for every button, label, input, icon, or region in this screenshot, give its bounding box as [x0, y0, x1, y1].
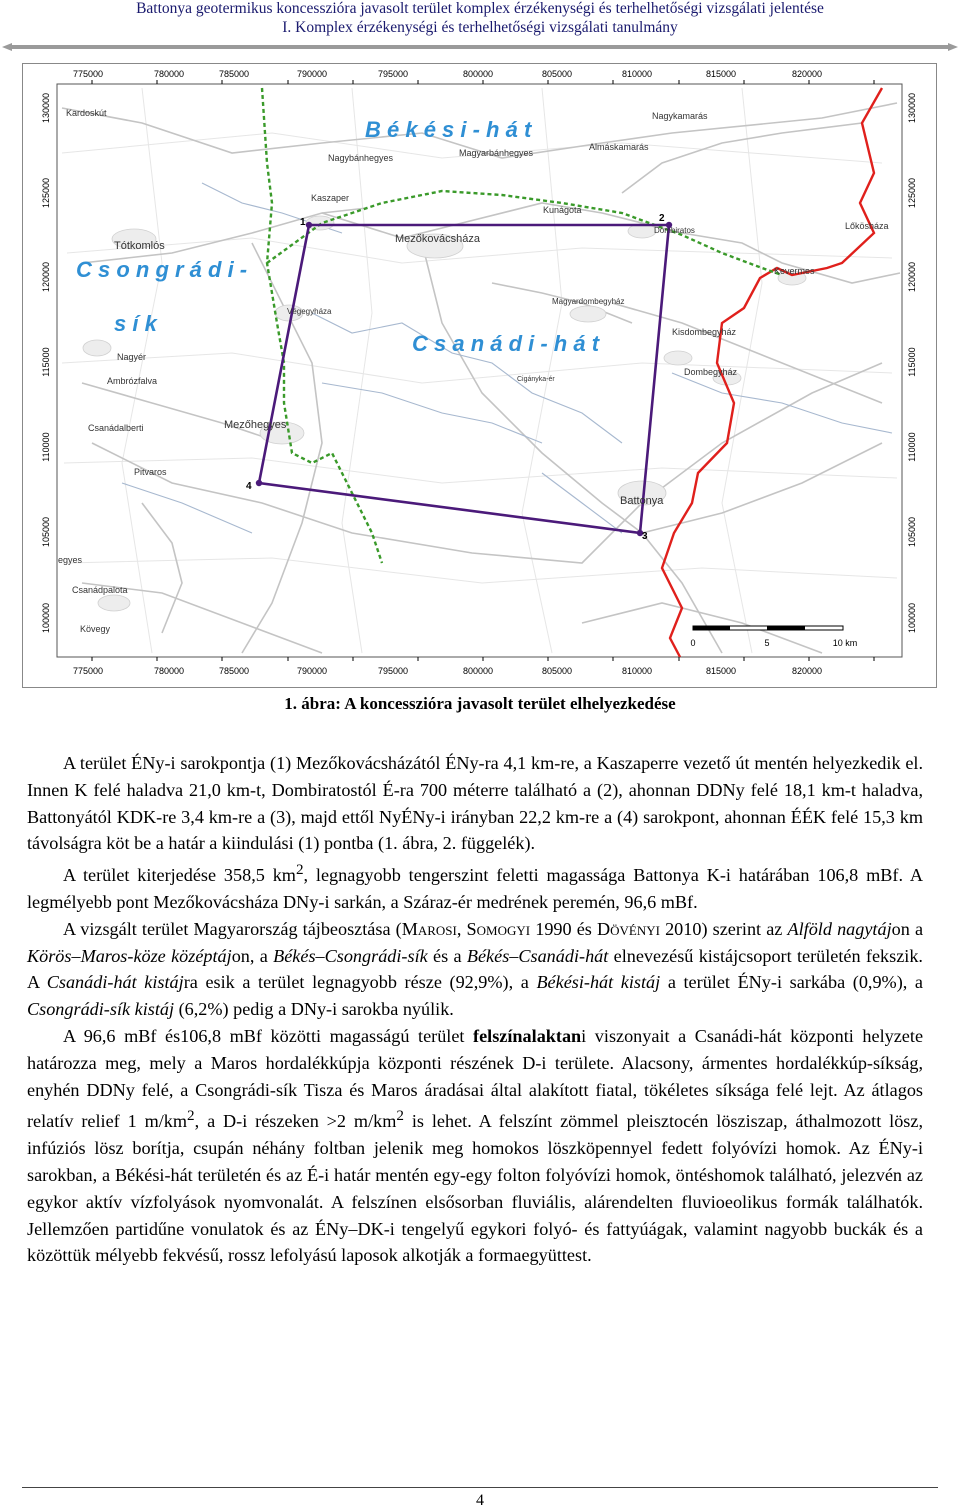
place-dombegyhaz: Dombegyház [684, 367, 738, 377]
p3-term-bekes-csanadi: Békés–Csanádi-hát [466, 945, 609, 966]
p4-text-d: is lehet. A felszínt zömmel pleisztocén lösziszap, áthalmozott lösz, infúziós lösz borítja, csupán néhány foltban jelenik meg homokos löszköpennyel fedett folyóvízi homok. Az ÉNy-i sarokban, a Békési-hát területén és az É-i határ mentén egy-egy folton folyóvízi homok, öntéshomok található, jelezvén az egykor aktív vízfolyások nyomvonalát. A felszínen elsősorban fluviális, alárendelten fluvioeolikus formák találhatók. Jellemzően partidűne vonulatok és az ÉNy–DK-i tengelyű egykori folyó- és fattyúágak, valamint nagyobb buckák és a közöttük mélyebb fekvésű, rossz lefolyású laposok alkotják a formaegyüttest. [27, 1111, 923, 1266]
y-tick-right-2: 125000 [907, 177, 917, 209]
place-egyes: egyes [58, 555, 83, 565]
y-tick-right-1: 130000 [907, 92, 917, 124]
p2-text-a: A terület kiterjedése 358,5 km [63, 865, 296, 886]
x-tick-bottom-3: 785000 [218, 666, 250, 676]
p3-author-dovenyi: Dövényi [597, 918, 660, 939]
x-tick-top-10: 820000 [791, 69, 823, 79]
x-tick-bottom-8: 810000 [621, 666, 653, 676]
x-tick-top-6: 800000 [462, 69, 494, 79]
p3-term-csanadi-kistaj: Csanádi-hát kistáj [46, 972, 184, 993]
paragraph-2 [27, 857, 923, 916]
p4-text-c: , a D-i részeken >2 m/km [194, 1111, 397, 1132]
p3-text-d: on, a [231, 945, 274, 966]
paragraph-4 [27, 1023, 923, 1269]
place-kevermes: Kevermes [774, 266, 815, 276]
place-mezohegyes: Mezőhegyes [224, 419, 287, 431]
place-nagyer: Nagyér [117, 352, 147, 362]
p4-term-felszinalaktan: felszínalaktan [473, 1026, 582, 1047]
y-tick-left-5: 110000 [41, 432, 51, 462]
x-tick-bottom-7: 805000 [541, 666, 573, 676]
x-tick-bottom-4: 790000 [296, 666, 328, 676]
place-kunagota: Kunágota [543, 205, 582, 215]
p3-text-mid: 1990 és [530, 918, 597, 939]
y-tick-right-6: 105000 [907, 516, 917, 548]
y-tick-right-3: 120000 [907, 261, 917, 293]
x-tick-top-9: 815000 [705, 69, 737, 79]
place-nagybanhegyes: Nagybánhegyes [328, 153, 394, 163]
place-almaskamaras: Almáskamarás [589, 142, 649, 152]
body-text [27, 750, 923, 1269]
y-tick-left-1: 130000 [41, 92, 51, 124]
place-csanadalberti: Csanádalberti [88, 423, 144, 433]
x-tick-top-5: 795000 [377, 69, 409, 79]
x-tick-top-4: 790000 [296, 69, 328, 79]
x-tick-bottom-9: 815000 [705, 666, 737, 676]
region-label-csongradi: C s o n g r á d i - [76, 257, 248, 282]
place-mezokovacshaza: Mezőkovácsháza [395, 233, 480, 245]
footer-divider [22, 1487, 938, 1488]
page-number: 4 [476, 1492, 484, 1509]
x-tick-bottom-10: 820000 [791, 666, 823, 676]
place-kaszaper: Kaszaper [311, 193, 350, 203]
corner-label-1: 1 [300, 217, 306, 228]
y-tick-left-2: 125000 [41, 177, 51, 209]
p3-term-bekesi-kistaj: Békési-hát kistáj [536, 972, 661, 993]
place-csanadpalota: Csanádpalota [72, 585, 128, 595]
region-label-csanadi-hat: C s a n á d i - h á t [412, 331, 600, 356]
place-nagykamaras: Nagykamarás [652, 111, 708, 121]
header-section-title: I. Komplex érzékenységi és terhelhetőségi vizsgálati tanulmány [282, 19, 678, 36]
place-ambrozfalva: Ambrózfalva [107, 376, 158, 386]
place-magyarbanhegyes: Magyarbánhegyes [459, 148, 534, 158]
place-ciganyka-er: Cigányka-ér [517, 376, 555, 383]
p3-text-f: elnevezésű kistájcsoport területén fekszik. A [27, 945, 923, 993]
region-label-sik: s í k [114, 311, 157, 336]
y-tick-left-6: 105000 [41, 516, 51, 548]
x-tick-bottom-6: 800000 [462, 666, 494, 676]
corner-label-3: 3 [642, 531, 648, 542]
scale-label-zero: 0 [690, 638, 696, 648]
place-vegegyhaza: Végegyháza [287, 307, 332, 316]
figure-caption: 1. ábra: A koncesszióra javasolt terület elhelyezkedése [284, 694, 676, 713]
p4-superscript-2: 2 [396, 1107, 404, 1125]
p3-text-e: és a [427, 945, 467, 966]
p3-term-koros-maros: Körös–Maros-köze középtáj [27, 945, 232, 966]
p3-text-i: (6,2%) pedig a DNy-i sarokba nyúlik. [174, 999, 454, 1020]
place-kovegy: Kövegy [80, 624, 111, 634]
p3-term-alfold: Alföld nagytáj [787, 918, 892, 939]
place-dombiratos: Dombiratos [654, 226, 695, 235]
p3-comma: , [456, 918, 467, 939]
p3-text-g: ra esik a terület legnagyobb része (92,9%), a [183, 972, 537, 993]
p2-text-b: , legnagyobb tengerszint feletti magassága Battonya K-i határában 106,8 mBf. A legmélyebb pont Mezőkovácsháza DNy-i sarkán, a Száraz-ér medrének peremén, 96,6 mBf. [27, 865, 923, 913]
p2-superscript: 2 [295, 861, 304, 879]
y-tick-left-7: 100000 [41, 602, 51, 634]
x-tick-bottom-1: 775000 [72, 666, 104, 676]
header-divider [0, 40, 960, 54]
p3-term-bekes-csongradi: Békés–Csongrádi-sík [273, 945, 428, 966]
p4-text-a: A 96,6 mBf és106,8 mBf közötti magasságú terület [63, 1026, 474, 1047]
region-label-bekesi-hat: B é k é s i - h á t [365, 117, 532, 142]
x-tick-top-7: 805000 [541, 69, 573, 79]
p3-author-somogyi: Somogyi [466, 918, 531, 939]
p4-superscript-1: 2 [187, 1107, 195, 1125]
y-tick-left-3: 120000 [41, 261, 51, 293]
place-kisdombegyhaz: Kisdombegyház [672, 327, 737, 337]
x-tick-top-1: 775000 [72, 69, 104, 79]
x-tick-top-3: 785000 [218, 69, 250, 79]
place-battonya: Battonya [620, 495, 664, 507]
paragraph-1: A terület ÉNy-i sarokpontja (1) Mezőkovácsházától ÉNy-ra 4,1 km-re, a Kaszaperre vezető út mentén helyezkedik el. Innen K felé haladva 21,0 km-t, Dombiratostól É-ra 700 méterre található a (2), ahonnan DDNy felé 18,1 km-t haladva, Battonyától KDK-re 3,4 km-re a (3), majd ettől NyÉNy-i irányban 22,2 km-re a (4) sarokpont, ahonnan ÉÉK felé 15,3 km távolságra köt be a határ a kiindulási (1) pontba (1. ábra, 2. függelék). [27, 753, 923, 854]
place-pitvaros: Pitvaros [134, 467, 167, 477]
location-map [22, 63, 937, 688]
place-magyardombegyhaz: Magyardombegyház [552, 297, 625, 306]
scale-label-mid: 5 [764, 638, 770, 648]
corner-label-4: 4 [246, 481, 252, 492]
corner-label-2: 2 [659, 213, 665, 224]
p3-text-c: on a [891, 918, 924, 939]
scale-label-end: 10 km [832, 638, 858, 648]
y-tick-right-7: 100000 [907, 602, 917, 634]
place-kardoskut: Kardoskút [66, 108, 107, 118]
y-tick-right-4: 115000 [907, 347, 917, 377]
y-tick-right-5: 110000 [907, 432, 917, 462]
p3-text-b: 2010) szerint az [659, 918, 788, 939]
x-tick-bottom-5: 795000 [377, 666, 409, 676]
p3-text-h: a terület ÉNy-i sarkába (0,9%), a [660, 972, 923, 993]
x-tick-bottom-2: 780000 [153, 666, 185, 676]
x-tick-top-2: 780000 [153, 69, 185, 79]
paragraph-3 [27, 916, 923, 1023]
x-tick-top-8: 810000 [621, 69, 653, 79]
p4-text-b: i viszonyait a Csanádi-hát központi helyzete határozza meg, mely a Maros hordalékkúpja központi részének D-i területe. Alacsony, ármentes hordalékkúp-síkság, enyhén DDNy felé, a Csongrádi-sík Tisza és Maros áradásai által alakított fiatal, tökéletes síksága felé lejt. Az átlagos relatív relief 1 m/km [27, 1026, 924, 1132]
place-totkomlos: Tótkomlós [114, 240, 165, 252]
p3-author-marosi: Marosi [401, 918, 457, 939]
p3-term-csongradi-kistaj: Csongrádi-sík kistáj [27, 999, 175, 1020]
y-tick-left-4: 115000 [41, 347, 51, 377]
p3-text-a: A vizsgált terület Magyarország tájbeosztása ( [63, 918, 402, 939]
header-report-title: Battonya geotermikus koncesszióra javasolt terület komplex érzékenységi és terhelhetőségi vizsgálati jelentése [136, 0, 824, 17]
place-lokoshaza: Lőkösháza [845, 221, 889, 231]
